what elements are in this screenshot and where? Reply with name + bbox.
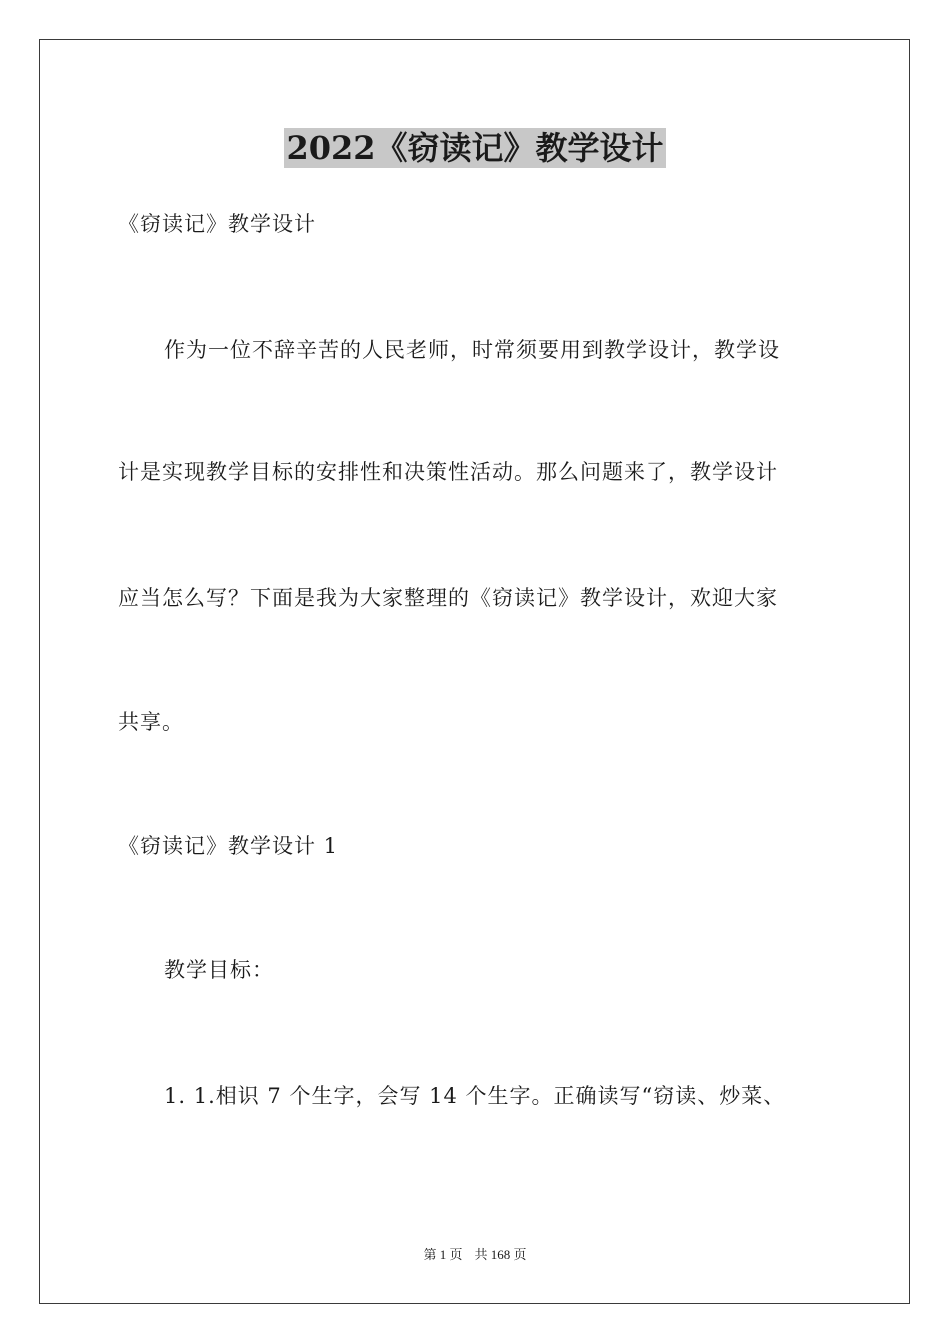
goal-item-1: 1. 1.相识 7 个生字，会写 14 个生字。正确读写“窃读、炒菜、 <box>164 1084 786 1108</box>
paragraph-line-1: 作为一位不辞辛苦的人民老师，时常须要用到教学设计，教学设 <box>164 338 780 362</box>
page-number-current: 第 1 页 <box>423 1247 463 1262</box>
page-footer <box>0 1246 950 1264</box>
section-heading: 《窃读记》教学设计 1 <box>118 834 339 858</box>
document-title: 2022《窃读记》教学设计 <box>286 129 664 167</box>
paragraph-line-3: 应当怎么写？下面是我为大家整理的《窃读记》教学设计，欢迎大家 <box>118 586 778 610</box>
title-container <box>0 128 950 168</box>
document-subtitle: 《窃读记》教学设计 <box>118 212 316 236</box>
page-number-total: 共 168 页 <box>474 1247 527 1262</box>
paragraph-line-4: 共享。 <box>118 710 184 734</box>
paragraph-line-2: 计是实现教学目标的安排性和决策性活动。那么问题来了，教学设计 <box>118 460 778 484</box>
goals-label: 教学目标： <box>164 958 274 982</box>
